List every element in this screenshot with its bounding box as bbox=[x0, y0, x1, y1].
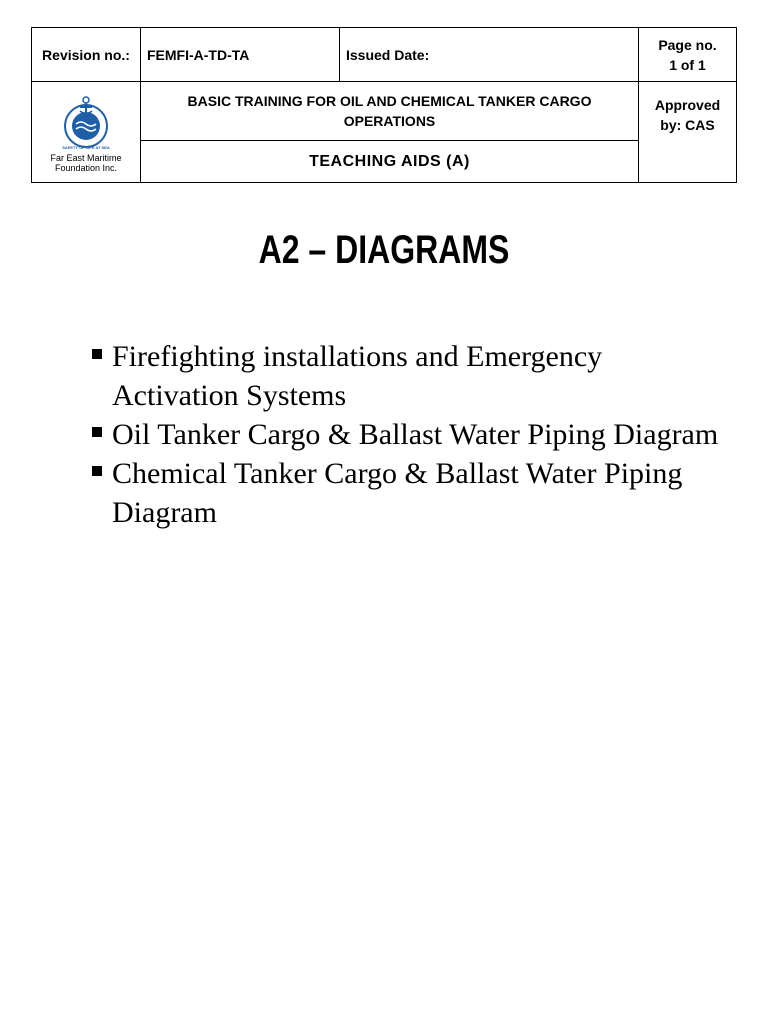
course-title: BASIC TRAINING FOR OIL AND CHEMICAL TANKER CARGO OPERATIONS bbox=[141, 82, 639, 141]
document-code: FEMFI-A-TD-TA bbox=[141, 28, 340, 82]
list-item: Chemical Tanker Cargo & Ballast Water Piping Diagram bbox=[90, 454, 730, 532]
section-title: TEACHING AIDS (A) bbox=[141, 141, 639, 183]
page-number bbox=[639, 28, 737, 82]
page-title: A2 – DIAGRAMS bbox=[258, 228, 510, 272]
approved-by: Approved by: CAS bbox=[639, 82, 737, 183]
diagram-list bbox=[90, 337, 730, 532]
logo-cell bbox=[32, 82, 141, 183]
revision-label: Revision no.: bbox=[32, 28, 141, 82]
list-item: Oil Tanker Cargo & Ballast Water Piping Diagram bbox=[90, 415, 730, 454]
list-item: Firefighting installations and Emergency Activation Systems bbox=[90, 337, 730, 415]
page-label: Page no. bbox=[658, 36, 717, 53]
bullet-square-icon bbox=[92, 349, 102, 359]
header-table bbox=[31, 27, 737, 183]
issued-date-label: Issued Date: bbox=[340, 28, 639, 82]
bullet-square-icon bbox=[92, 427, 102, 437]
femfi-logo-icon bbox=[54, 92, 118, 150]
bullet-square-icon bbox=[92, 466, 102, 476]
page-value: 1 of 1 bbox=[669, 56, 706, 73]
logo-text: SAFETY OF LIFE AT SEA bbox=[62, 144, 110, 150]
organization-name: Far East Maritime Foundation Inc. bbox=[50, 152, 122, 173]
